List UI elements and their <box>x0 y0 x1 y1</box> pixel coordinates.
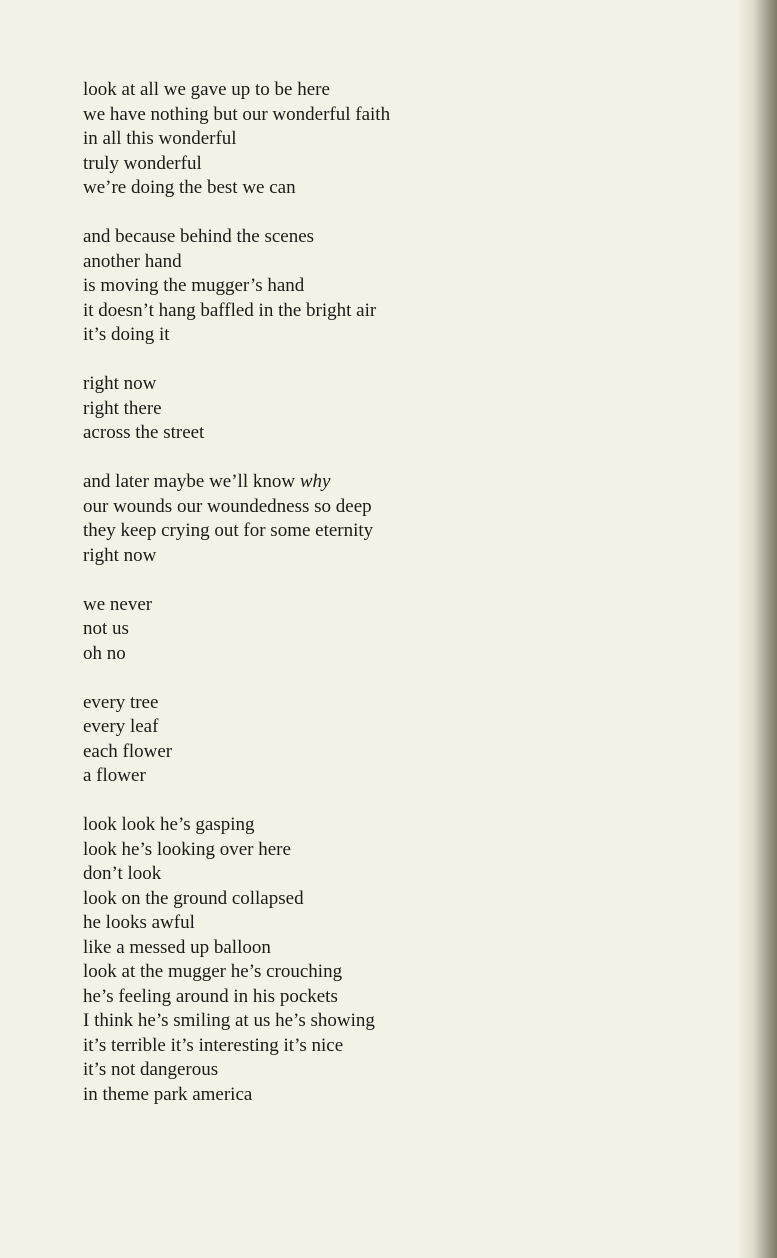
stanza-3 <box>83 372 643 446</box>
poem-line: in theme park america <box>83 1083 253 1105</box>
poem-line: truly wonderful <box>83 152 202 174</box>
poem-line-text: and later maybe we’ll know <box>83 471 300 492</box>
stanza-6 <box>83 691 643 789</box>
stanza-4 <box>83 470 643 568</box>
poem-line: we’re doing the best we can <box>83 177 296 198</box>
poem-line: don’t look <box>83 863 162 884</box>
poem-line: oh no <box>83 642 126 664</box>
italic-word: why <box>299 471 331 492</box>
poem-line: it’s not dangerous <box>83 1059 219 1080</box>
poem-line: right there <box>83 397 162 419</box>
poem-line: right now <box>83 544 157 566</box>
page-gutter-shadow <box>737 0 777 1258</box>
poem-line: our wounds our woundedness so deep <box>83 495 372 517</box>
stanza-1 <box>83 78 643 201</box>
poem-line: it’s doing it <box>83 324 170 345</box>
poem-line: another hand <box>83 250 182 272</box>
poem-line: we never <box>83 593 153 615</box>
poem-line: look look he’s gasping <box>83 814 255 835</box>
poem-line: look he’s looking over here <box>83 838 291 860</box>
poem-line: every leaf <box>83 716 159 737</box>
poem-line: it’s terrible it’s interesting it’s nice <box>83 1034 344 1056</box>
stanza-5 <box>83 593 643 667</box>
poem-line-with-italic <box>83 470 643 495</box>
poem-line: and because behind the scenes <box>83 226 315 247</box>
poem-line: he’s feeling around in his pockets <box>83 985 338 1007</box>
poem-line: in all this wonderful <box>83 128 237 149</box>
poem-line: each flower <box>83 740 173 762</box>
poem-line: we have nothing but our wonderful faith <box>83 103 391 125</box>
poem-line: every tree <box>83 691 159 713</box>
poem-line: across the street <box>83 422 205 443</box>
stanza-2 <box>83 225 643 348</box>
poem-line: a flower <box>83 765 146 786</box>
poem-line: like a messed up balloon <box>83 936 271 958</box>
poem-line: is moving the mugger’s hand <box>83 275 305 296</box>
poem-line: right now <box>83 373 157 394</box>
poem-line: look at the mugger he’s crouching <box>83 961 343 982</box>
poem-line: it doesn’t hang baffled in the bright air <box>83 299 377 321</box>
poem-line: look on the ground collapsed <box>83 887 304 909</box>
poem-line: look at all we gave up to be here <box>83 79 330 100</box>
poem-line: I think he’s smiling at us he’s showing <box>83 1010 375 1031</box>
poem-text <box>83 78 643 1132</box>
stanza-7 <box>83 813 643 1107</box>
poem-line: not us <box>83 618 129 639</box>
poem-line: he looks awful <box>83 912 195 933</box>
poem-line: they keep crying out for some eternity <box>83 520 374 541</box>
